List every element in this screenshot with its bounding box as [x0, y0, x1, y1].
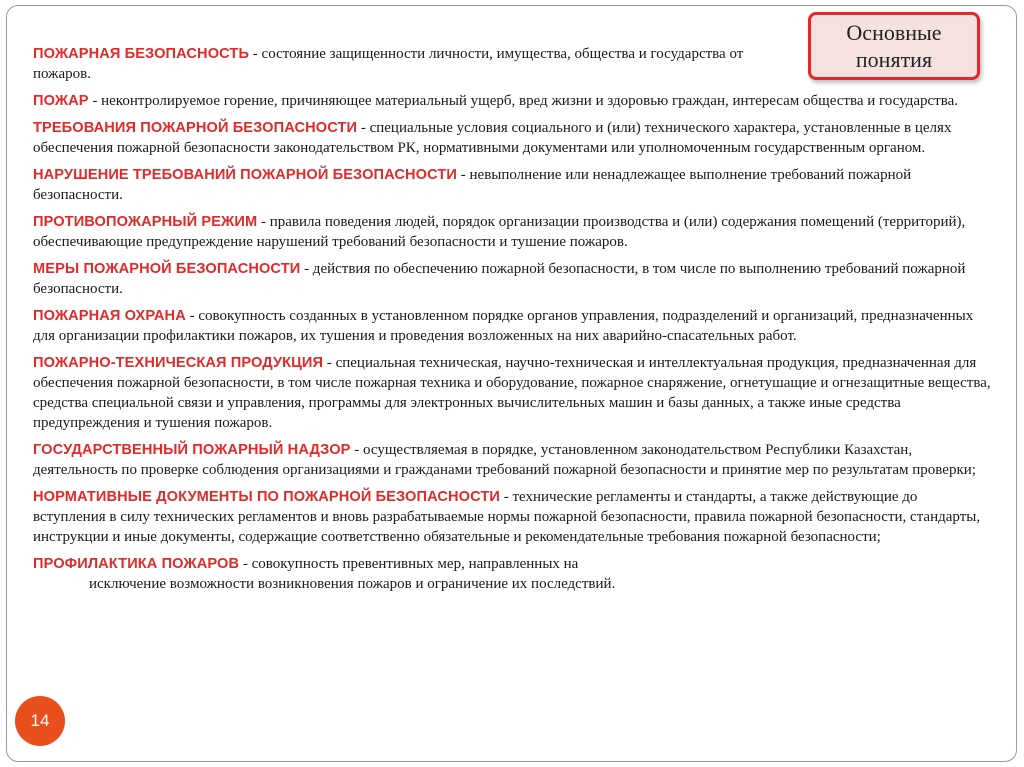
definition-term: МЕРЫ ПОЖАРНОЙ БЕЗОПАСНОСТИ: [33, 261, 301, 277]
definition-text: - действия по обеспечению пожарной безопасности, в том числе по выполнению требований пожарной безопасности.: [33, 261, 966, 297]
page-number-badge: [15, 696, 65, 746]
definition-text: - совокупность созданных в установленном порядке органов управления, подразделений и организаций, предназначенных для организации профилактики пожаров, их тушения и проведения возложенных на них аварийно-спасательных работ.: [33, 308, 974, 344]
definition-text: - осуществляемая в порядке, установленном законодательством Республики Казахстан, деятельность по проверке соблюдения организациями и гражданами требований пожарной безопасности и принятие мер по результатам проверки;: [33, 442, 976, 478]
definition-term: ПОЖАРНО-ТЕХНИЧЕСКАЯ ПРОДУКЦИЯ: [33, 355, 324, 371]
slide-title-text: Основные понятия: [846, 20, 942, 72]
definition-item: [33, 440, 993, 480]
definition-term: ПРОФИЛАКТИКА ПОЖАРОВ: [33, 556, 240, 572]
definition-term: НОРМАТИВНЫЕ ДОКУМЕНТЫ ПО ПОЖАРНОЙ БЕЗОПАСНОСТИ: [33, 489, 500, 505]
definitions-list: [33, 44, 993, 601]
definition-text: - состояние защищенности личности, имущества, общества и государства от пожаров.: [33, 46, 744, 82]
definition-continuation: исключение возможности возникновения пожаров и ограничение их последствий.: [89, 576, 616, 592]
definition-item: [33, 487, 993, 547]
definition-text: - правила поведения людей, порядок организации производства и (или) содержания помещений (территорий), обеспечивающие предупреждение нарушений требований безопасности и тушение пожаров.: [33, 214, 966, 250]
definition-item: [33, 44, 753, 84]
definition-item: [33, 259, 993, 299]
definition-item: [33, 353, 993, 433]
definition-term: ПОЖАРНАЯ ОХРАНА: [33, 308, 186, 324]
definition-item: [33, 554, 993, 594]
definition-item: [33, 118, 993, 158]
definition-item: [33, 91, 993, 111]
definition-term: ТРЕБОВАНИЯ ПОЖАРНОЙ БЕЗОПАСНОСТИ: [33, 120, 358, 136]
definition-text: - специальные условия социального и (или) технического характера, установленные в целях обеспечения пожарной безопасности законодательством РК, нормативными документами или уполномоченным государственным органом.: [33, 120, 952, 156]
definition-term: ПОЖАР: [33, 93, 89, 109]
definition-text: - совокупность превентивных мер, направленных на: [239, 556, 579, 572]
definition-term: ПОЖАРНАЯ БЕЗОПАСНОСТЬ: [33, 46, 250, 62]
definition-item: [33, 306, 993, 346]
definition-text: - неконтролируемое горение, причиняющее материальный ущерб, вред жизни и здоровью граждан, интересам общества и государства.: [88, 93, 958, 109]
definition-item: [33, 212, 993, 252]
definition-term: НАРУШЕНИЕ ТРЕБОВАНИЙ ПОЖАРНОЙ БЕЗОПАСНОСТИ: [33, 167, 458, 183]
definition-text: - специальная техническая, научно-техническая и интеллектуальная продукция, предназначенная для обеспечения пожарной безопасности, в том числе пожарная техника и оборудование, пожарное снаряжение, огнетушащие и огнезащитные вещества, средства специальной связи и управления, программы для электронных вычислительных машин и базы данных, а также иные средства предупреждения и тушения пожаров.: [33, 355, 991, 431]
page-number: 14: [30, 711, 50, 730]
definition-text: - невыполнение или ненадлежащее выполнение требований пожарной безопасности.: [33, 167, 912, 203]
definition-term: ГОСУДАРСТВЕННЫЙ ПОЖАРНЫЙ НАДЗОР: [33, 442, 351, 458]
definition-term: ПРОТИВОПОЖАРНЫЙ РЕЖИМ: [33, 214, 258, 230]
definition-text: - технические регламенты и стандарты, а также действующие до вступления в силу технических регламентов и вновь разрабатываемые нормы пожарной безопасности, правила пожарной безопасности, стандарты, инструкции и иные документы, содержащие соответственно обязательные и рекомендательные требования пожарной безопасности;: [33, 489, 981, 545]
definition-item: [33, 165, 993, 205]
